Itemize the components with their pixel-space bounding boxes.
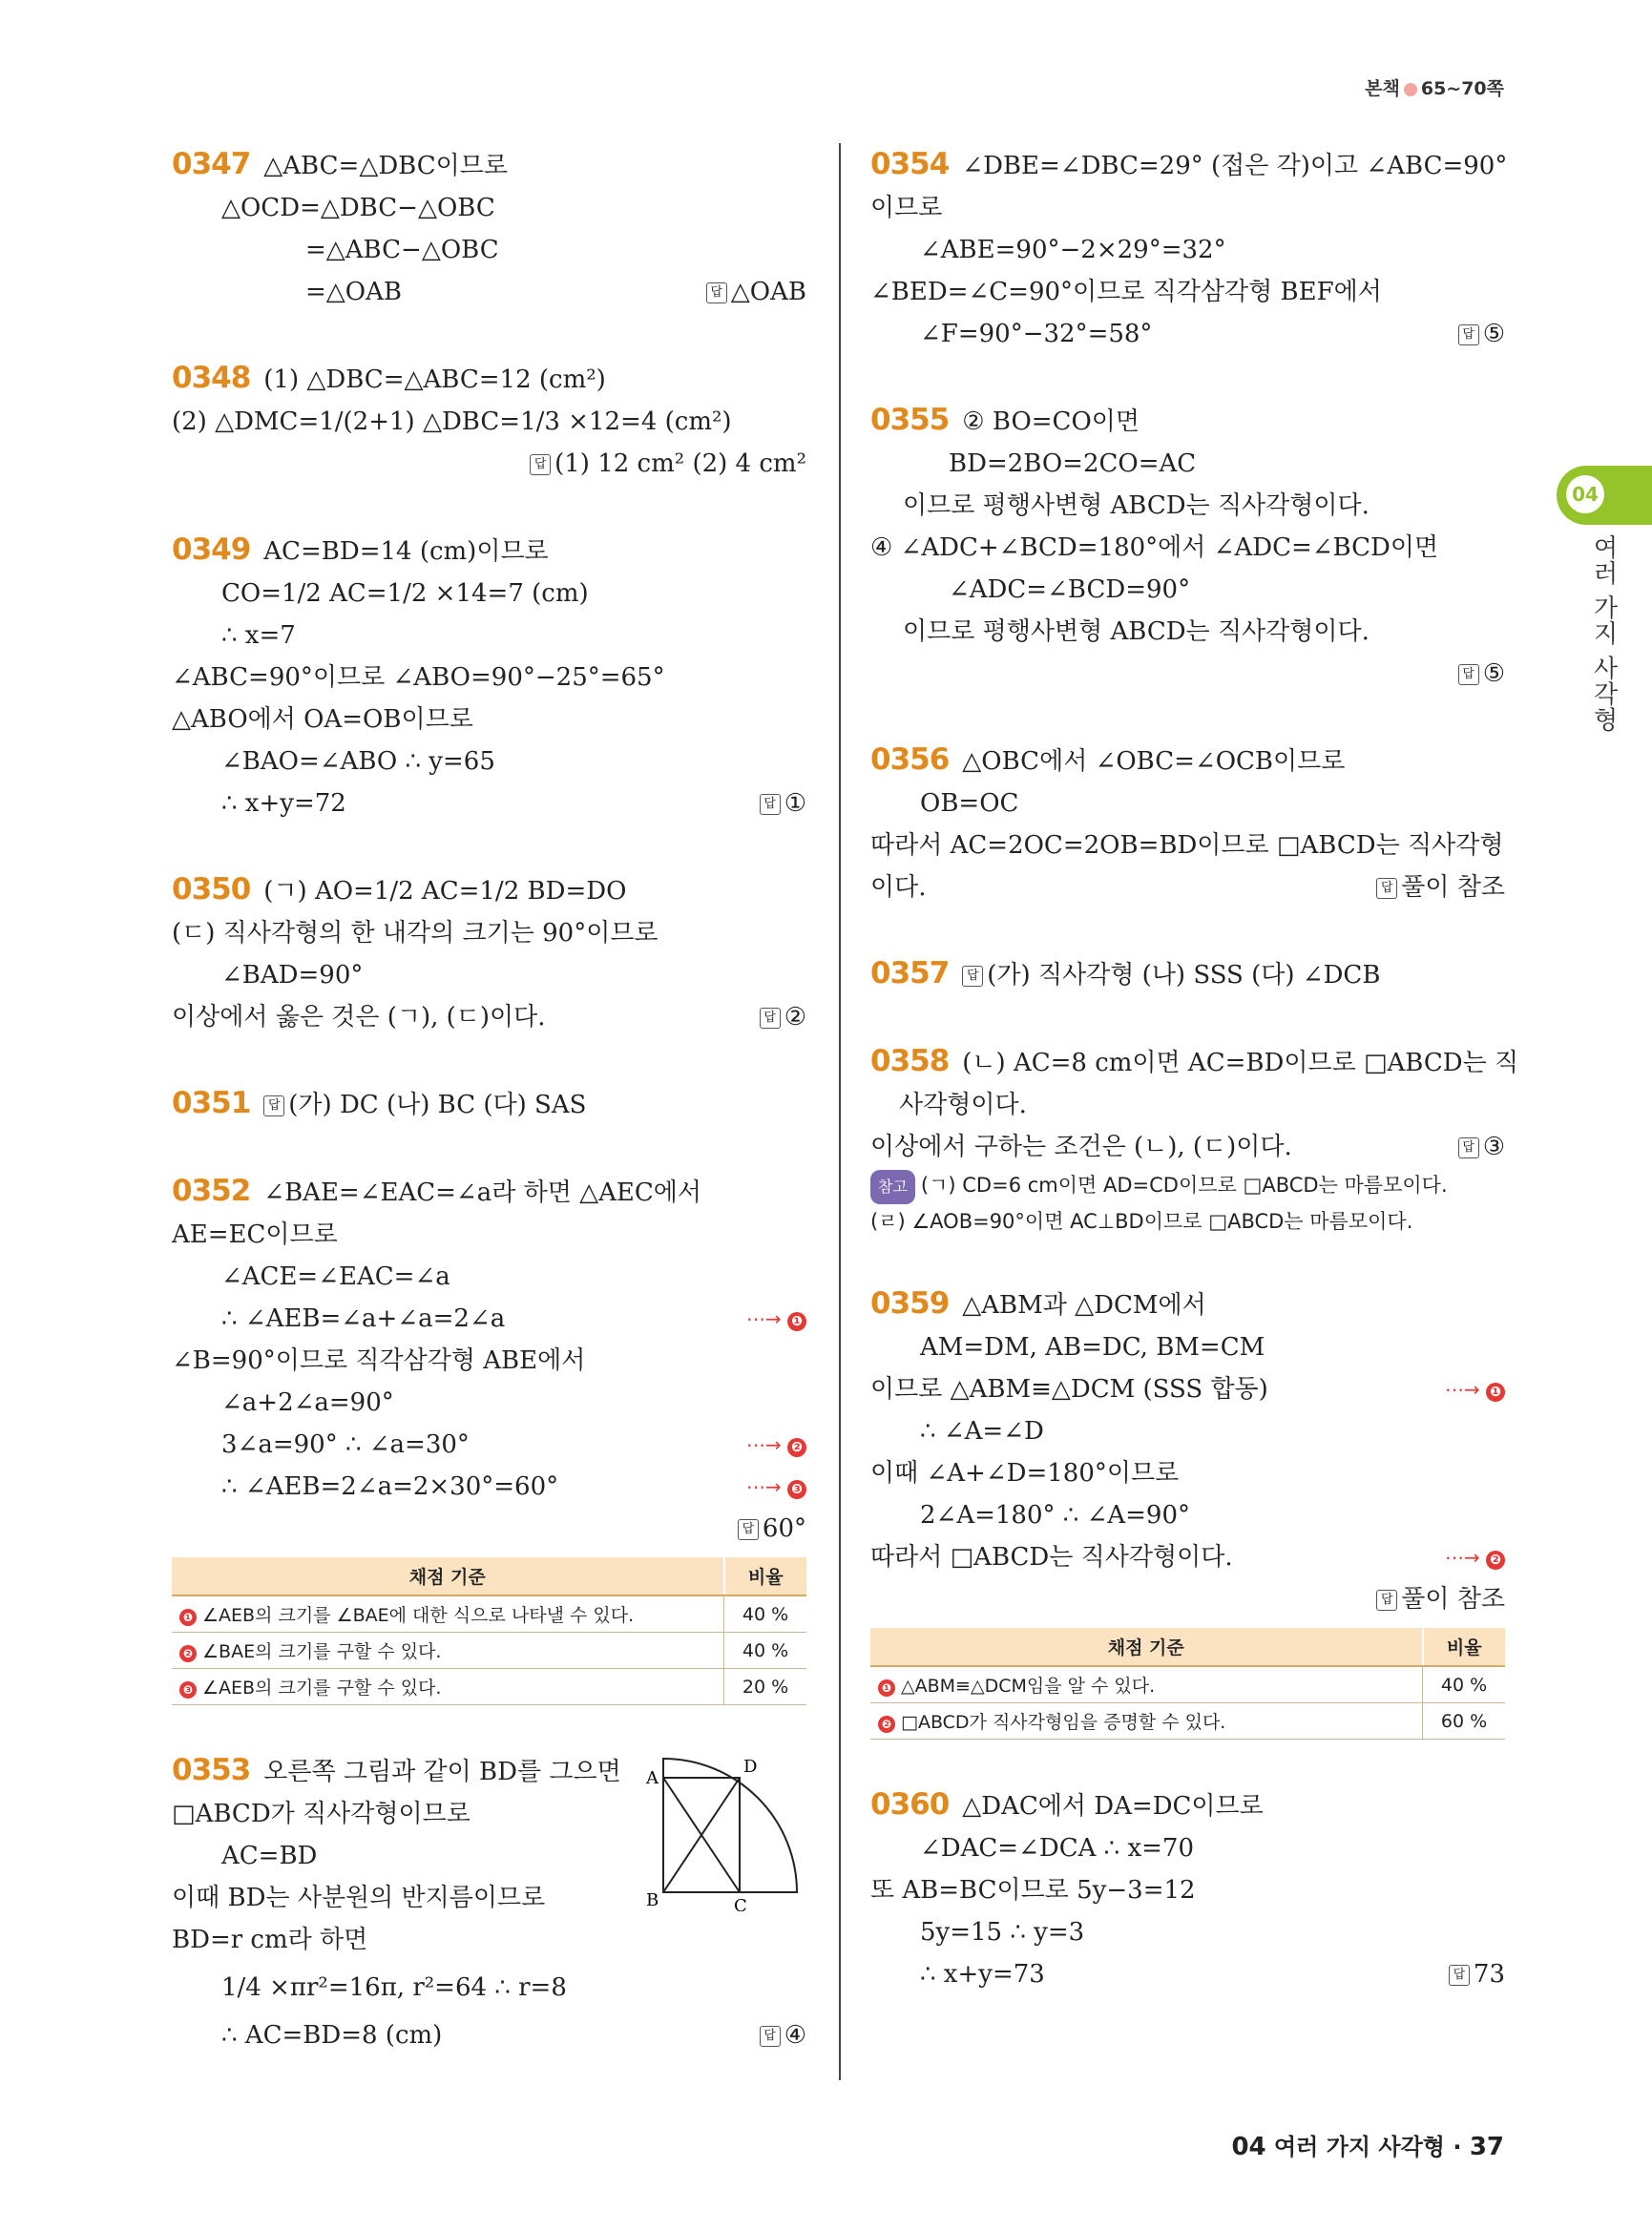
answer-icon: 답 [760,794,781,815]
label-a: A [646,1768,659,1788]
bullet-icon [1404,83,1417,96]
right-column [870,143,1519,2039]
problem-0352: 0352 ∠BAE=∠EAC=∠a라 하면 △AEC에서 AE=EC이므로 ∠ACE=∠EAC=∠a ∴ ∠AEB=∠a+∠a=2∠a ⋯→ ❶ ∠B=90°이므로 직각삼각형 ABE에서 ∠a+2∠a=90° 3∠a=90° ∴ ∠a=30° ⋯→ ❷ ∴ ∠AEB=2∠a=2×30°=60° ⋯→ ❸ 답 60° 채점 기준 비율 ❶ ∠AEB의 크기를 ∠BAE에 대한 식으로 나타낼 수 있다. 40 % ❷ ∠BAE의 크기를 구할 수 있다. 40 % ❸ ∠AEB의 크기를 구할 수 있다. 20 % [172,1170,806,1705]
answer: 답 ④ [760,2014,806,2056]
column-divider [839,143,841,2080]
scoring-table: 채점 기준 비율 ❶ ∠AEB의 크기를 ∠BAE에 대한 식으로 나타낼 수 있다. 40 % ❷ ∠BAE의 크기를 구할 수 있다. 40 % ❸ ∠AEB의 크기를 구할 수 있다. 20 % [172,1557,806,1705]
problem-number: 0349 [172,532,251,567]
problem-0357: 0357 답 (가) 직사각형 (나) SSS (다) ∠DCB [870,956,1381,990]
answer: 답 ① [760,782,806,824]
step-marker-1: ⋯→ ❶ [746,1298,806,1340]
answer-icon: 답 [760,2026,781,2047]
answer-icon: 답 [530,454,551,475]
step-marker-1: ⋯→ ❶ [1445,1368,1505,1410]
chapter-tab [1557,466,1652,525]
table-row: ❸ ∠AEB의 크기를 구할 수 있다. 20 % [172,1669,806,1705]
table-row: ❶ ∠AEB의 크기를 ∠BAE에 대한 식으로 나타낼 수 있다. 40 % [172,1595,806,1633]
answer-icon: 답 [1458,324,1479,345]
left-column [172,143,806,2100]
page-number: 37 [1469,2133,1504,2161]
problem-number: 0351 [172,1086,251,1120]
table-row: ❷ ∠BAE의 크기를 구할 수 있다. 40 % [172,1633,806,1669]
step-marker-2: ⋯→ ❷ [1445,1536,1505,1578]
answer-icon: 답 [738,1519,759,1540]
problem-0348: 0348 (1) △DBC=△ABC=12 (cm²) (2) △DMC=1/(2+1) △DBC=1/3 ×12=4 (cm²) 답 (1) 12 cm² (2) 4 cm² [172,357,806,485]
problem-0360: 0360 △DAC에서 DA=DC이므로 ∠DAC=∠DCA ∴ x=70 또 AB=BC이므로 5y−3=12 5y=15 ∴ y=3 ∴ x+y=73 답 73 [870,1783,1505,1995]
problem-0347: 0347 △ABC=△DBC이므로 △OCD=△DBC−△OBC =△ABC−△OBC =△OAB 답 △OAB [172,143,806,313]
problem-number: 0359 [870,1286,950,1321]
problem-number: 0356 [870,742,950,777]
answer: 답 △OAB [706,271,806,313]
problem-0350: 0350 (ㄱ) AO=1/2 AC=1/2 BD=DO (ㄷ) 직사각형의 한 내각의 크기는 90°이므로 ∠BAD=90° 이상에서 옳은 것은 (ㄱ), (ㄷ)이다. 답 ② [172,868,806,1038]
problem-0356: 0356 △OBC에서 ∠OBC=∠OCB이므로 OB=OC 따라서 AC=2OC=2OB=BD이므로 □ABCD는 직사각형 이다. 답 풀이 참조 [870,739,1505,908]
problem-0349: 0349 AC=BD=14 (cm)이므로 CO=1/2 AC=1/2 ×14=7 (cm) ∴ x=7 ∠ABC=90°이므로 ∠ABO=90°−25°=65° △ABO에서 OA=OB이므로 ∠BAO=∠ABO ∴ y=65 ∴ x+y=72 답 ① [172,529,806,824]
problem-number: 0353 [172,1753,251,1787]
page-footer: 04 여러 가지 사각형 · 37 [1231,2133,1504,2161]
table-row: ❷ □ABCD가 직사각형임을 증명할 수 있다. 60 % [870,1703,1505,1740]
answer: 답 풀이 참조 [1376,1578,1505,1620]
problem-number: 0355 [870,403,950,437]
problem-number: 0360 [870,1787,950,1822]
note-badge: 참고 [870,1170,915,1204]
chapter-tab-title: 여러 가지 사각형 [1589,534,1618,733]
answer-icon: 답 [962,966,983,987]
label-d: D [743,1757,758,1777]
problem-number: 0350 [172,872,251,907]
answer-icon: 답 [1449,1965,1470,1986]
answer: 답 ⑤ [1458,313,1505,355]
answer: 답 ② [760,996,806,1038]
step-marker-2: ⋯→ ❷ [746,1424,806,1466]
page-header: 본책 65~70쪽 [1365,78,1504,99]
step-marker-3: ⋯→ ❸ [746,1466,806,1508]
answer-icon: 답 [1376,878,1397,899]
table-row: ❶ △ABM≡△DCM임을 알 수 있다. 40 % [870,1666,1505,1703]
answer-icon: 답 [706,282,727,303]
problem-number: 0357 [870,956,950,990]
problem-number: 0358 [870,1044,950,1078]
problem-number: 0347 [172,147,251,181]
label-c: C [734,1896,747,1911]
answer: 답 ⑤ [1458,653,1505,695]
problem-number: 0352 [172,1174,251,1208]
problem-0351: 0351 답 (가) DC (나) BC (다) SAS [172,1086,587,1120]
problem-number: 0354 [870,147,950,181]
answer-icon: 답 [1376,1590,1397,1611]
answer-icon: 답 [1458,1137,1479,1158]
answer-icon: 답 [760,1008,781,1029]
answer: 답 풀이 참조 [1376,866,1505,908]
answer: 답 73 [1449,1953,1505,1995]
answer: 답 ③ [1458,1126,1505,1168]
problem-0359: 0359 △ABM과 △DCM에서 AM=DM, AB=DC, BM=CM 이므로 △ABM≡△DCM (SSS 합동) ⋯→ ❶ ∴ ∠A=∠D 이때 ∠A+∠D=180°이므로 2∠A=180° ∴ ∠A=90° 따라서 □ABCD는 직사각형이다. ⋯→ ❷ 답 풀이 참조 채점 기준 비율 ❶ △ABM≡△DCM임을 알 수 있다. 40 % ❷ □ABCD가 직사각형임을 증명할 수 있다. 60 % [870,1282,1505,1740]
problem-number: 0348 [172,361,251,395]
answer: 답 (1) 12 cm² (2) 4 cm² [530,443,806,485]
answer-icon: 답 [263,1095,284,1116]
scoring-table: 채점 기준 비율 ❶ △ABM≡△DCM임을 알 수 있다. 40 % ❷ □ABCD가 직사각형임을 증명할 수 있다. 60 % [870,1628,1505,1740]
problem-0353: A D B C 0353 오른쪽 그림과 같이 BD를 그으면 □ABCD가 직사각형이므로 AC=BD 이때 BD는 사분원의 반지름이므로 BD=r cm라 하면 1/4 ×πr²=16π, r²=64 ∴ r=8 ∴ AC=BD=8 (cm) 답 ④ [172,1749,806,2056]
answer-icon: 답 [1458,664,1479,685]
chapter-tab-number: 04 [1566,475,1604,513]
answer: 답 60° [738,1508,806,1550]
problem-0358: 0358 (ㄴ) AC=8 cm이면 AC=BD이므로 □ABCD는 직 사각형이다. 이상에서 구하는 조건은 (ㄴ), (ㄷ)이다. 답 ③ 참고 (ㄱ) CD=6 cm이면 AD=CD이므로 □ABCD는 마름모이다. (ㄹ) ∠AOB=90°이면 AC⊥BD이므로 □ABCD는 마름모이다. [870,1044,1519,1233]
problem-0355: 0355 ② BO=CO이면 BD=2BO=2CO=AC 이므로 평행사변형 ABCD는 직사각형이다. ④ ∠ADC+∠BCD=180°에서 ∠ADC=∠BCD이면 ∠ADC=∠BCD=90° 이므로 평행사변형 ABCD는 직사각형이다. 답 ⑤ [870,399,1505,695]
problem-0354: 0354 ∠DBE=∠DBC=29° (접은 각)이고 ∠ABC=90° 이므로 ∠ABE=90°−2×29°=32° ∠BED=∠C=90°이므로 직각삼각형 BEF에서 ∠F=90°−32°=58° 답 ⑤ [870,143,1505,355]
label-b: B [646,1890,659,1910]
